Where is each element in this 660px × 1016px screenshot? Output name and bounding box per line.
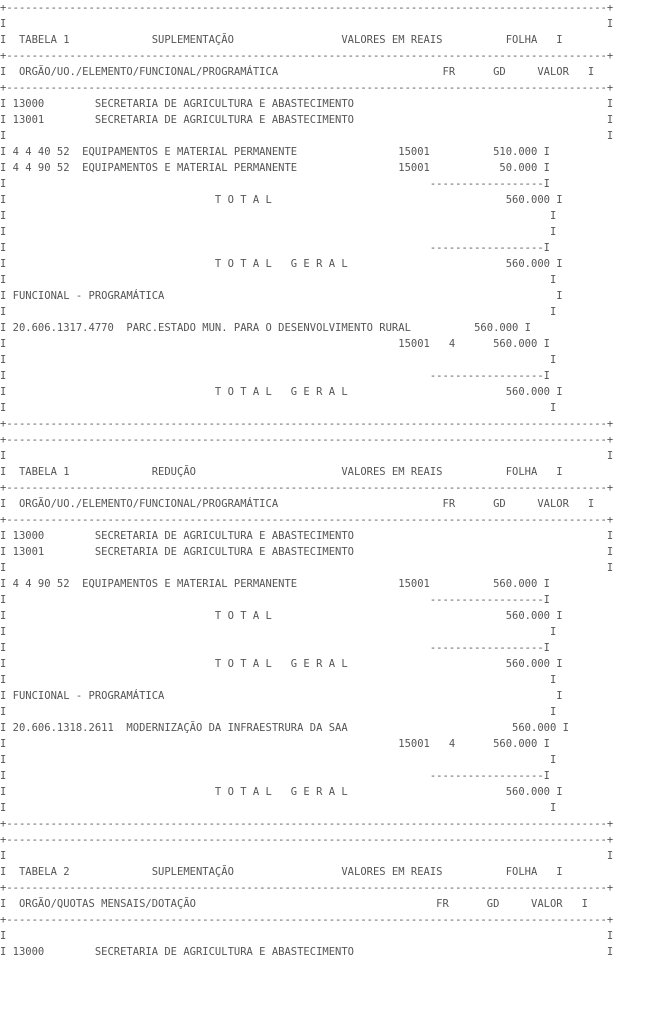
report-line: I I: [0, 210, 557, 222]
report-line: +-----------------------------------------------------------------------------------------------+: [0, 50, 614, 62]
report-line: I TABELA 1 REDUÇÃO VALORES EM REAIS FOLHA I: [0, 466, 563, 478]
report-line: +-----------------------------------------------------------------------------------------------+: [0, 882, 614, 894]
report-line: +-----------------------------------------------------------------------------------------------+: [0, 2, 614, 14]
report-line: I I: [0, 274, 557, 286]
report-line: +-----------------------------------------------------------------------------------------------+: [0, 514, 614, 526]
report-line: I I: [0, 354, 557, 366]
report-line: I I: [0, 802, 557, 814]
report-line: I I: [0, 226, 557, 238]
report-line: I I: [0, 850, 614, 862]
report-line: I ------------------I: [0, 178, 550, 190]
report-line: I ORGÃO/QUOTAS MENSAIS/DOTAÇÃO FR GD VALOR I: [0, 898, 588, 910]
report-line: I I: [0, 930, 614, 942]
report-line: I 4 4 40 52 EQUIPAMENTOS E MATERIAL PERMANENTE 15001 510.000 I: [0, 146, 550, 158]
report-line: I T O T A L 560.000 I: [0, 194, 563, 206]
report-line: +-----------------------------------------------------------------------------------------------+: [0, 434, 614, 446]
report-line: I ORGÃO/UO./ELEMENTO/FUNCIONAL/PROGRAMÁTICA FR GD VALOR I: [0, 66, 595, 78]
report-line: I 13001 SECRETARIA DE AGRICULTURA E ABASTECIMENTO I: [0, 114, 614, 126]
report-line: I ------------------I: [0, 770, 550, 782]
report-line: +-----------------------------------------------------------------------------------------------+: [0, 818, 614, 830]
report-line: I ------------------I: [0, 594, 550, 606]
report-line: I T O T A L G E R A L 560.000 I: [0, 258, 563, 270]
report-line: I FUNCIONAL - PROGRAMÁTICA I: [0, 290, 563, 302]
report-line: I I: [0, 450, 614, 462]
report-line: I I: [0, 626, 557, 638]
report-line: I TABELA 1 SUPLEMENTAÇÃO VALORES EM REAIS FOLHA I: [0, 34, 563, 46]
report-line: I 13000 SECRETARIA DE AGRICULTURA E ABASTECIMENTO I: [0, 946, 614, 958]
report-line: I 20.606.1317.4770 PARC.ESTADO MUN. PARA O DESENVOLVIMENTO RURAL 560.000 I: [0, 322, 532, 334]
report-line: I TABELA 2 SUPLEMENTAÇÃO VALORES EM REAIS FOLHA I: [0, 866, 563, 878]
report-line: +-----------------------------------------------------------------------------------------------+: [0, 418, 614, 430]
report-line: I I: [0, 402, 557, 414]
report-line: I I: [0, 306, 557, 318]
report-line: I 13001 SECRETARIA DE AGRICULTURA E ABASTECIMENTO I: [0, 546, 614, 558]
report-line: I 13000 SECRETARIA DE AGRICULTURA E ABASTECIMENTO I: [0, 530, 614, 542]
report-line: I I: [0, 130, 614, 142]
report-line: I 15001 4 560.000 I: [0, 338, 550, 350]
report-line: I 4 4 90 52 EQUIPAMENTOS E MATERIAL PERMANENTE 15001 560.000 I: [0, 578, 550, 590]
report-line: I ------------------I: [0, 642, 550, 654]
report-line: +-----------------------------------------------------------------------------------------------+: [0, 82, 614, 94]
report-line: I T O T A L G E R A L 560.000 I: [0, 786, 563, 798]
report-line: I ORGÃO/UO./ELEMENTO/FUNCIONAL/PROGRAMÁTICA FR GD VALOR I: [0, 498, 595, 510]
report-line: I 4 4 90 52 EQUIPAMENTOS E MATERIAL PERMANENTE 15001 50.000 I: [0, 162, 550, 174]
report-line: I ------------------I: [0, 370, 550, 382]
report-line: +-----------------------------------------------------------------------------------------------+: [0, 914, 614, 926]
report-line: I 13000 SECRETARIA DE AGRICULTURA E ABASTECIMENTO I: [0, 98, 614, 110]
report-line: I FUNCIONAL - PROGRAMÁTICA I: [0, 690, 563, 702]
report-line: I I: [0, 18, 614, 30]
report-line: I T O T A L 560.000 I: [0, 610, 563, 622]
report-line: I 20.606.1318.2611 MODERNIZAÇÃO DA INFRAESTRURA DA SAA 560.000 I: [0, 722, 569, 734]
report-line: +-----------------------------------------------------------------------------------------------+: [0, 482, 614, 494]
report-line: I T O T A L G E R A L 560.000 I: [0, 658, 563, 670]
report-line: I I: [0, 706, 557, 718]
report-line: I I: [0, 674, 557, 686]
report-line: I ------------------I: [0, 242, 550, 254]
report-line: I I: [0, 562, 614, 574]
report-line: I T O T A L G E R A L 560.000 I: [0, 386, 563, 398]
report-line: I 15001 4 560.000 I: [0, 738, 550, 750]
report-line: I I: [0, 754, 557, 766]
report-line: +-----------------------------------------------------------------------------------------------+: [0, 834, 614, 846]
